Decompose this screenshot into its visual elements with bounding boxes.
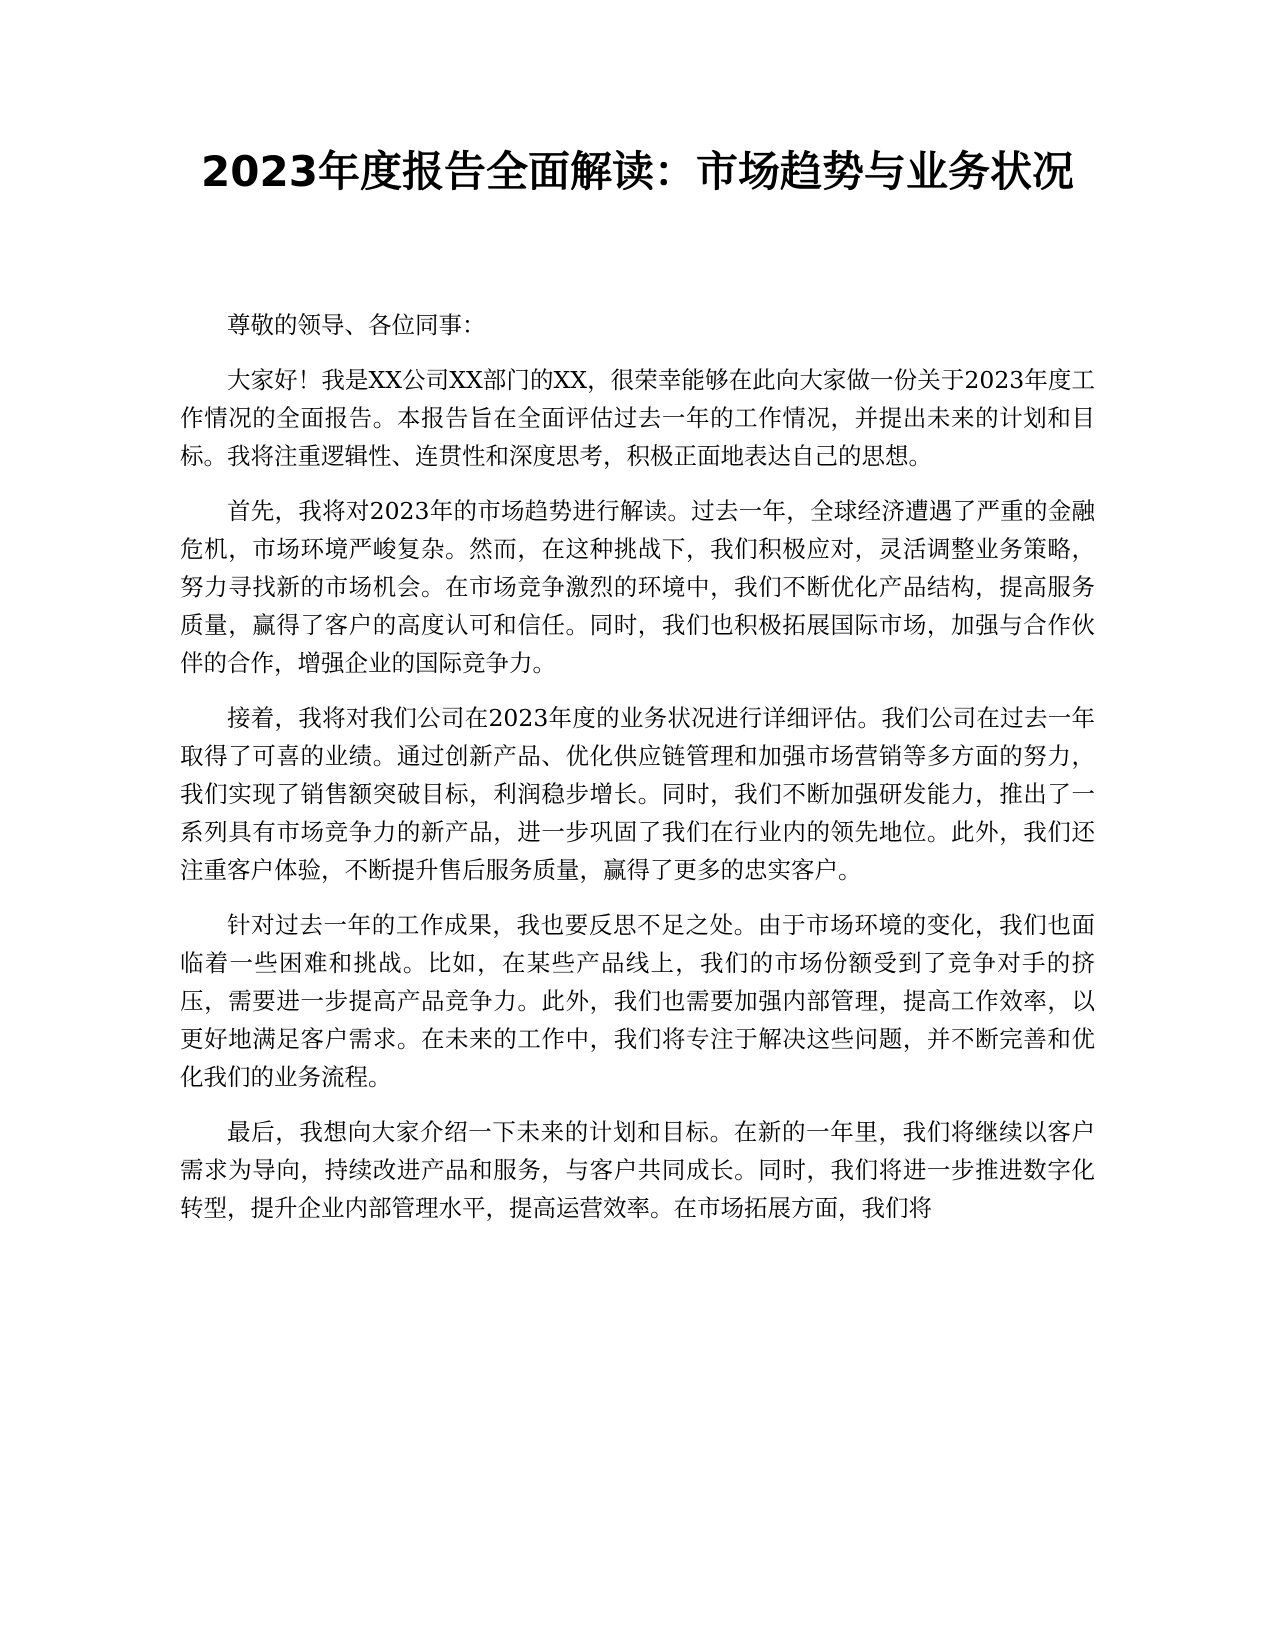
paragraph-business-status: 接着，我将对我们公司在2023年度的业务状况进行详细评估。我们公司在过去一年取得了可喜的业绩。通过创新产品、优化供应链管理和加强市场营销等多方面的努力，我们实现了销售额突破目标，利润稳步增长。同时，我们不断加强研发能力，推出了一系列具有市场竞争力的新产品，进一步巩固了我们在行业内的领先地位。此外，我们还注重客户体验，不断提升售后服务质量，赢得了更多的忠实客户。: [180, 704, 1095, 884]
paragraph-market-trends: 首先，我将对2023年的市场趋势进行解读。过去一年，全球经济遭遇了严重的金融危机，市场环境严峻复杂。然而，在这种挑战下，我们积极应对，灵活调整业务策略，努力寻找新的市场机会。在市场竞争激烈的环境中，我们不断优化产品结构，提高服务质量，赢得了客户的高度认可和信任。同时，我们也积极拓展国际市场，加强与合作伙伴的合作，增强企业的国际竞争力。: [180, 497, 1095, 677]
paragraph-introduction: 大家好！我是XX公司XX部门的XX，很荣幸能够在此向大家做一份关于2023年度工作情况的全面报告。本报告旨在全面评估过去一年的工作情况，并提出未来的计划和目标。我将注重逻辑性、连贯性和深度思考，积极正面地表达自己的思想。: [180, 366, 1095, 470]
document-body: [180, 306, 1095, 1244]
paragraph-reflection: 针对过去一年的工作成果，我也要反思不足之处。由于市场环境的变化，我们也面临着一些困难和挑战。比如，在某些产品线上，我们的市场份额受到了竞争对手的挤压，需要进一步提高产品竞争力。此外，我们也需要加强内部管理，提高工作效率，以更好地满足客户需求。在未来的工作中，我们将专注于解决这些问题，并不断完善和优化我们的业务流程。: [180, 911, 1095, 1091]
paragraph-future-plans: 最后，我想向大家介绍一下未来的计划和目标。在新的一年里，我们将继续以客户需求为导向，持续改进产品和服务，与客户共同成长。同时，我们将进一步推进数字化转型，提升企业内部管理水平，提高运营效率。在市场拓展方面，我们将: [180, 1118, 1095, 1222]
document-title: 2023年度报告全面解读：市场趋势与业务状况: [201, 147, 1074, 196]
paragraph-salutation: 尊敬的领导、各位同事：: [227, 311, 486, 339]
